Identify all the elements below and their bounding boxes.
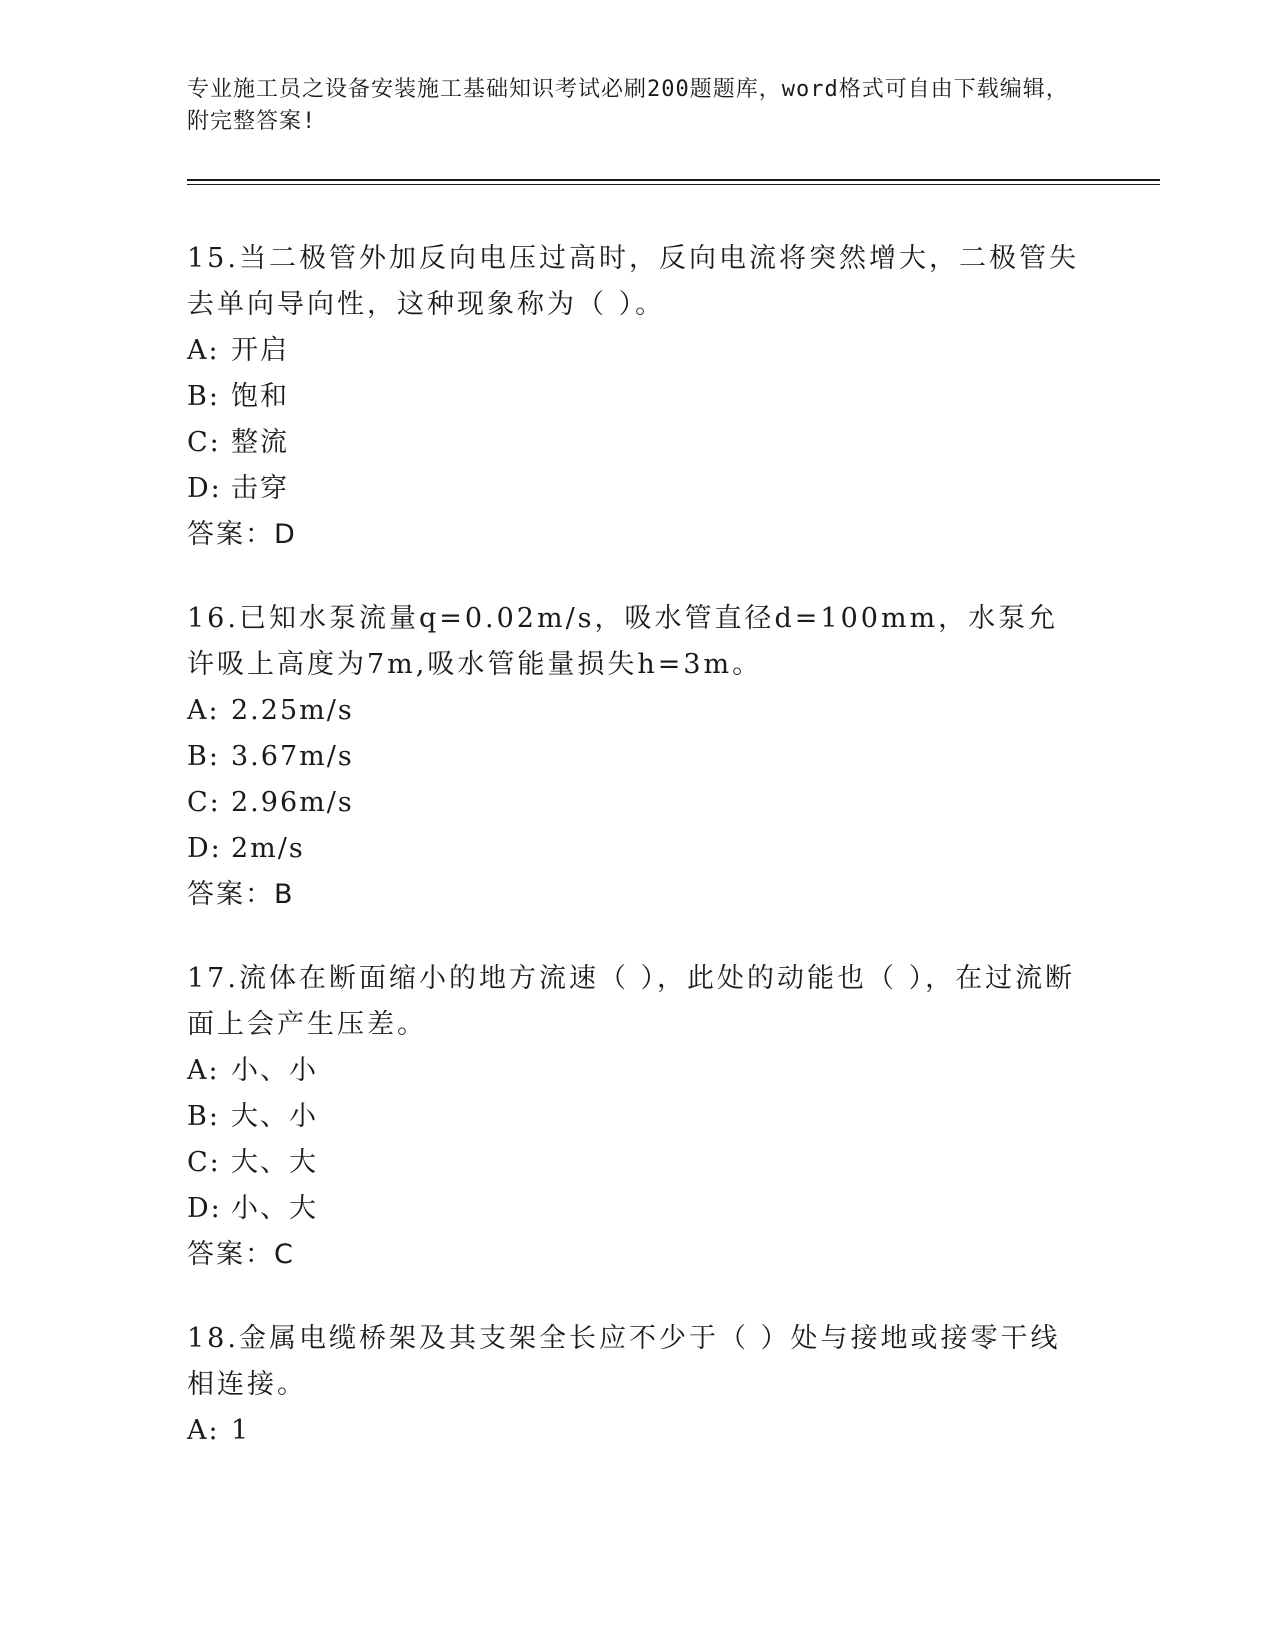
question-stem: 15.当二极管外加反向电压过高时，反向电流将突然增大，二极管失去单向导向性，这种现象称为（ ）。 [187, 243, 1079, 320]
option-text: 小、大 [231, 1193, 318, 1224]
option-d [187, 1186, 1087, 1232]
question-stem: 16.已知水泵流量q=0.02m/s，吸水管直径d=100mm，水泵允许吸上高度为7m,吸水管能量损失h=3m。 [187, 603, 1059, 680]
option-text: 小、小 [231, 1055, 318, 1086]
option-text: 2m/s [231, 833, 305, 864]
answer-line: 答案：B [187, 879, 295, 910]
document-header: 专业施工员之设备安装施工基础知识考试必刷200题题库，word格式可自由下载编辑，附完整答案! [187, 77, 1069, 134]
option-c [187, 1140, 1087, 1186]
option-c [187, 420, 1087, 466]
option-d [187, 466, 1087, 512]
option-letter: A: [187, 695, 220, 726]
option-letter: D: [187, 473, 222, 504]
answer-line: 答案：D [187, 519, 297, 550]
option-b [187, 374, 1087, 420]
option-a [187, 1408, 1087, 1454]
option-c [187, 780, 1087, 826]
answer-line: 答案：C [187, 1239, 295, 1270]
question-16 [187, 596, 1087, 918]
option-text: 大、大 [231, 1147, 318, 1178]
option-d [187, 826, 1087, 872]
option-b [187, 1094, 1087, 1140]
option-letter: A: [187, 335, 220, 366]
question-stem: 18.金属电缆桥架及其支架全长应不少于（ ）处与接地或接零干线相连接。 [187, 1323, 1061, 1400]
option-letter: C: [187, 1147, 221, 1178]
option-letter: A: [187, 1055, 220, 1086]
option-letter: D: [187, 833, 222, 864]
option-a [187, 1048, 1087, 1094]
option-letter: B: [187, 1101, 220, 1132]
option-text: 3.67m/s [231, 741, 354, 772]
option-text: 1 [231, 1415, 251, 1446]
option-text: 开启 [231, 335, 289, 366]
option-letter: C: [187, 787, 221, 818]
header-divider-thin [187, 184, 1160, 185]
option-text: 饱和 [231, 381, 289, 412]
question-18 [187, 1316, 1087, 1454]
option-text: 大、小 [231, 1101, 318, 1132]
option-text: 2.25m/s [231, 695, 354, 726]
option-letter: B: [187, 741, 220, 772]
option-text: 2.96m/s [231, 787, 354, 818]
option-a [187, 688, 1087, 734]
option-letter: B: [187, 381, 220, 412]
question-15 [187, 236, 1087, 558]
option-b [187, 734, 1087, 780]
option-text: 整流 [231, 427, 289, 458]
header-divider-thick [187, 179, 1160, 181]
option-letter: C: [187, 427, 221, 458]
question-stem: 17.流体在断面缩小的地方流速（ ），此处的动能也（ ），在过流断面上会产生压差。 [187, 963, 1076, 1040]
option-a [187, 328, 1087, 374]
question-17 [187, 956, 1087, 1278]
option-text: 击穿 [231, 473, 289, 504]
option-letter: A: [187, 1415, 220, 1446]
option-letter: D: [187, 1193, 222, 1224]
